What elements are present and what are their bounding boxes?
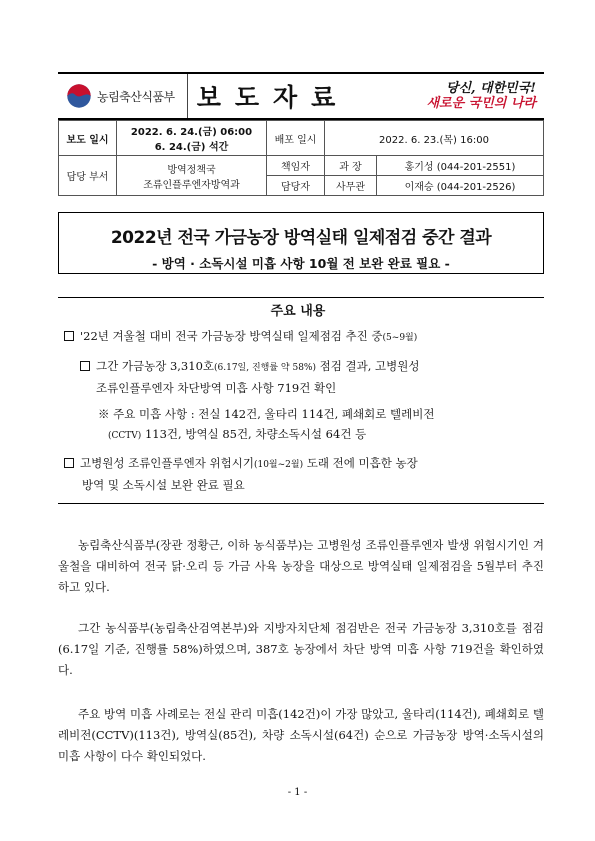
- slogan: [358, 74, 544, 118]
- summary-item-3-line-1: ※ 주요 미흡 사항 : 전실 142건, 울타리 114건, 폐쇄회로 텔레비전: [98, 407, 435, 421]
- distribution-date-label: 배포 일시: [267, 121, 325, 156]
- body-paragraph-1: 농림축산식품부(장관 정황근, 이하 농식품부)는 고병원성 조류인플루엔자 발생 위험시기인 겨울철을 대비하여 전국 닭·오리 등 가금 사육 농장을 대상으로 방역실태 일제점검을 5월부터 추진하고 있다.: [58, 538, 544, 594]
- summary-item-4: [64, 453, 544, 495]
- summary-item-4-line-2: 방역 및 소독시설 보완 완료 필요: [82, 478, 245, 492]
- headline-box: [58, 212, 544, 274]
- slogan-line-1: 당신, 대한민국!: [445, 81, 536, 96]
- responsible-name: 홍기성 (044-201-2551): [377, 156, 544, 176]
- summary-heading: 주요 내용: [248, 300, 348, 319]
- summary-item-2: [80, 356, 544, 398]
- department-value: [117, 156, 267, 196]
- summary-item-4-note: (10월~2월): [253, 460, 304, 470]
- headline-title: 2022년 전국 가금농장 방역실태 일제점검 중간 결과: [110, 228, 492, 248]
- headline-subtitle: - 방역 · 소독시설 미흡 사항 10월 전 보완 완료 필요 -: [152, 256, 450, 271]
- release-date-value-2: 6. 24.(금) 석간: [154, 142, 229, 153]
- responsible-title: 과 장: [325, 156, 377, 176]
- release-date-value: [117, 121, 267, 156]
- distribution-date-value: 2022. 6. 23.(목) 16:00: [325, 121, 544, 156]
- summary-item-3: [98, 404, 544, 446]
- summary-item-4-text-a: 고병원성 조류인플루엔자 위험시기: [80, 456, 254, 470]
- release-info-table: [58, 120, 544, 196]
- contact-title: 사무관: [325, 176, 377, 196]
- checkbox-square-icon: [80, 361, 90, 371]
- press-release-label: 보도자료: [196, 83, 350, 112]
- checkbox-square-icon: [64, 458, 74, 468]
- slogan-line-2: 새로운 국민의 나라: [426, 96, 536, 111]
- department-value-2: 조류인플루엔자방역과: [143, 179, 240, 191]
- summary-item-2-note: (6.17일, 진행률 약 58%): [214, 363, 316, 373]
- summary-item-1: [64, 326, 544, 348]
- agency-name: 농림축산식품부: [97, 89, 175, 104]
- summary-item-1-text: '22년 겨울철 대비 전국 가금농장 방역실태 일제점검 추진 중: [80, 329, 383, 343]
- summary-item-2-line-2: 조류인플루엔자 차단방역 미흡 사항 719건 확인: [96, 381, 337, 395]
- summary-item-3-cctv: (CCTV): [108, 431, 142, 441]
- summary-item-2-text-b: 점검 결과, 고병원성: [315, 359, 420, 373]
- government-emblem-icon: [66, 83, 92, 109]
- summary-item-1-note: (5~9월): [382, 333, 418, 343]
- department-label: 담당 부서: [59, 156, 117, 196]
- summary-item-4-text-b: 도래 전에 미흡한 농장: [303, 456, 418, 470]
- summary-item-2-text-a: 그간 가금농장 3,310호: [96, 359, 214, 373]
- summary-divider: [58, 297, 544, 298]
- summary-item-3-line-2: 113건, 방역실 85건, 차량소독시설 64건 등: [141, 427, 367, 441]
- checkbox-square-icon: [64, 331, 74, 341]
- page-number: - 1 -: [287, 787, 308, 798]
- release-date-label: 보도 일시: [59, 121, 117, 156]
- department-value-1: 방역정책국: [167, 164, 216, 176]
- responsible-label: 책임자: [267, 156, 325, 176]
- body-paragraph-2: 그간 농식품부(농림축산검역본부)와 지방자치단체 점검반은 전국 가금농장 3,310호를 점검(6.17일 기준, 진행률 58%)하였으며, 387호 농장에서 차단 방역 미흡 사항 719건을 확인하였다.: [58, 621, 544, 677]
- agency-block: [58, 74, 188, 118]
- summary-bottom-divider: [58, 503, 544, 504]
- release-date-value-1: 2022. 6. 24.(금) 06:00: [130, 127, 253, 138]
- press-release-header: [58, 72, 544, 120]
- body-paragraph-3: 주요 방역 미흡 사례로는 전실 관리 미흡(142건)이 가장 많았고, 울타리(114건), 폐쇄회로 텔레비전(CCTV)(113건), 방역실(85건), 차량 소독시설(64건) 순으로 가금농장 방역·소독시설의 미흡 사항이 다수 확인되었다.: [58, 707, 544, 763]
- contact-name: 이재승 (044-201-2526): [377, 176, 544, 196]
- contact-label: 담당자: [267, 176, 325, 196]
